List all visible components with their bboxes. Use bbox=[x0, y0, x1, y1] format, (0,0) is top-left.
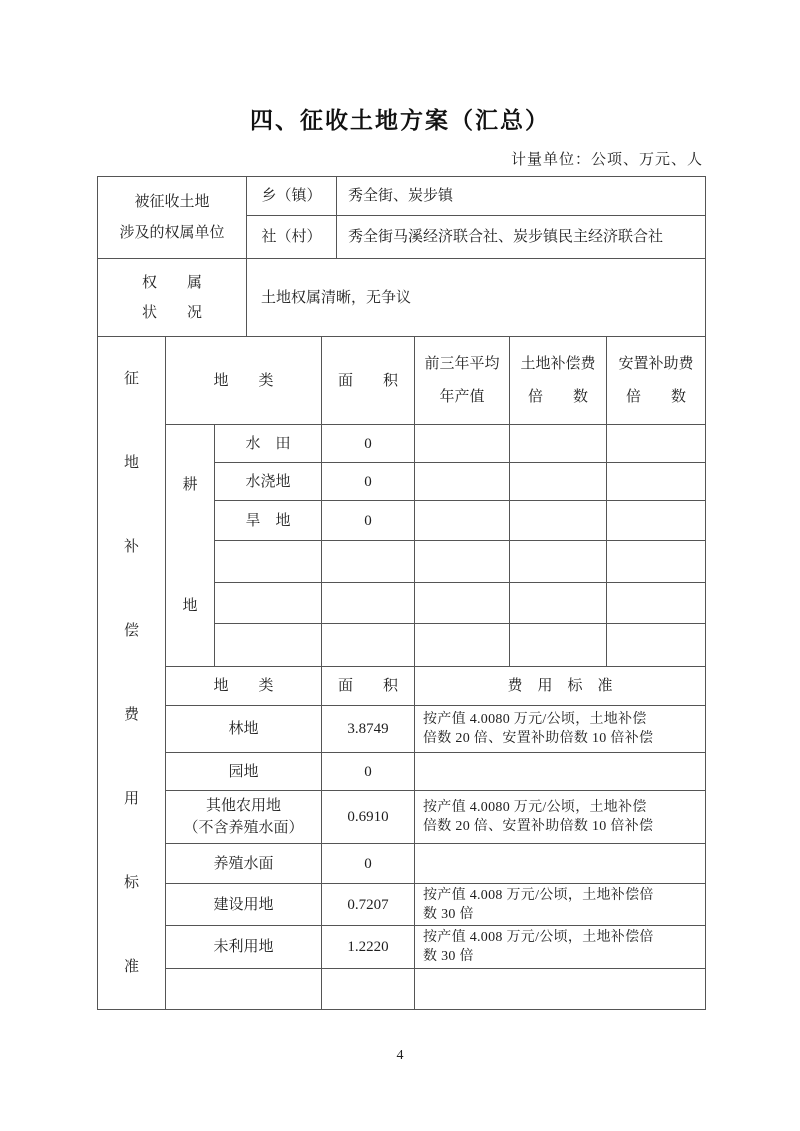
compensation-standard-table bbox=[97, 336, 706, 1010]
owner-units-label-line1: 被征收土地 bbox=[134, 194, 210, 210]
land-type-cell: 水 田 bbox=[215, 425, 322, 463]
land-type-cell bbox=[166, 791, 322, 844]
empty-cell bbox=[415, 583, 510, 624]
land-type-cell bbox=[215, 583, 322, 624]
land-type-cell bbox=[166, 884, 322, 926]
side-label-char: 偿 bbox=[123, 623, 139, 639]
empty-cell bbox=[607, 501, 705, 541]
township-value: 秀全街、炭步镇 bbox=[337, 177, 705, 216]
fee-standard-cell bbox=[415, 884, 705, 926]
cultivated-label-char: 地 bbox=[182, 597, 198, 614]
owner-units-label bbox=[98, 177, 247, 259]
area-cell bbox=[322, 969, 415, 1009]
area-cell: 1.2220 bbox=[322, 926, 415, 969]
area-cell bbox=[322, 541, 415, 583]
land-type-line1: 林地 bbox=[228, 721, 259, 737]
side-label-char: 标 bbox=[123, 875, 139, 891]
header-avg-output-line2: 年产值 bbox=[439, 389, 485, 405]
header2-land-type: 地 类 bbox=[166, 667, 322, 706]
township-label: 乡（镇） bbox=[247, 177, 337, 216]
side-label-char: 地 bbox=[123, 455, 139, 471]
empty-cell bbox=[415, 624, 510, 667]
fee-line2: 倍数 20 倍、安置补助倍数 10 倍补偿 bbox=[423, 731, 654, 746]
tenure-status-value: 土地权属清晰，无争议 bbox=[261, 290, 412, 306]
land-type-cell bbox=[166, 753, 322, 791]
header-land-comp-line1: 土地补偿费 bbox=[520, 356, 596, 372]
land-type-cell bbox=[166, 706, 322, 753]
header2-area: 面 积 bbox=[322, 667, 415, 706]
area-cell: 0 bbox=[322, 463, 415, 501]
land-type-line2: （不含养殖水面） bbox=[183, 820, 304, 836]
land-type-cell bbox=[166, 844, 322, 884]
land-type-cell bbox=[215, 624, 322, 667]
area-cell: 0.6910 bbox=[322, 791, 415, 844]
empty-cell bbox=[415, 425, 510, 463]
land-type-line1: 其他农用地 bbox=[205, 798, 281, 814]
area-cell bbox=[322, 624, 415, 667]
page-title: 四、征收土地方案（汇总） bbox=[250, 107, 550, 133]
cultivated-land-label bbox=[166, 425, 215, 667]
fee-standard-cell bbox=[415, 844, 705, 884]
land-type-line1: 养殖水面 bbox=[213, 855, 274, 872]
side-label-char: 准 bbox=[123, 959, 139, 975]
fee-standard-cell bbox=[415, 753, 705, 791]
land-type-line1: 建设用地 bbox=[213, 896, 274, 913]
village-label: 社（村） bbox=[247, 216, 337, 259]
side-label-compensation-standard bbox=[98, 337, 166, 1009]
land-type-line1: 未利用地 bbox=[213, 939, 274, 955]
empty-cell bbox=[607, 425, 705, 463]
empty-cell bbox=[607, 463, 705, 501]
fee-line2: 数 30 倍 bbox=[423, 906, 474, 922]
header-land-type: 地 类 bbox=[166, 337, 322, 425]
side-label-char: 补 bbox=[123, 539, 139, 555]
fee-standard-cell bbox=[415, 706, 705, 753]
empty-cell bbox=[415, 501, 510, 541]
area-cell: 0 bbox=[322, 753, 415, 791]
empty-cell bbox=[607, 624, 705, 667]
area-cell: 0.7207 bbox=[322, 884, 415, 926]
land-type-cell bbox=[215, 541, 322, 583]
measurement-unit-note: 计量单位：公项、万元、人 bbox=[510, 152, 703, 168]
empty-cell bbox=[510, 583, 607, 624]
header-resettle-multiple bbox=[607, 337, 705, 425]
fee-line1: 按产值 4.0080 万元/公顷，土地补偿 bbox=[423, 712, 647, 727]
header-resettle-line2: 倍 数 bbox=[625, 389, 686, 405]
area-cell: 0 bbox=[322, 425, 415, 463]
empty-cell bbox=[415, 463, 510, 501]
header2-fee-standard: 费 用 标 准 bbox=[415, 667, 705, 706]
area-cell: 0 bbox=[322, 501, 415, 541]
land-type-cell bbox=[166, 926, 322, 969]
village-value: 秀全街马溪经济联合社、炭步镇民主经济联合社 bbox=[337, 216, 705, 259]
land-type-line1: 园地 bbox=[228, 763, 259, 780]
cultivated-label-char: 耕 bbox=[182, 477, 198, 494]
tenure-status-label-line2: 状 况 bbox=[141, 305, 202, 321]
header-land-comp-line2: 倍 数 bbox=[527, 389, 588, 405]
header-avg-output-line1: 前三年平均 bbox=[424, 356, 500, 372]
tenure-status-label bbox=[98, 259, 247, 337]
area-cell: 0 bbox=[322, 844, 415, 884]
header-area: 面 积 bbox=[322, 337, 415, 425]
side-label-char: 费 bbox=[123, 707, 139, 723]
fee-line2: 数 30 倍 bbox=[423, 949, 474, 964]
side-label-char: 征 bbox=[123, 371, 139, 387]
empty-cell bbox=[510, 425, 607, 463]
header-land-comp-multiple bbox=[510, 337, 607, 425]
fee-standard-cell bbox=[415, 969, 705, 1009]
tenure-status-label-line1: 权 属 bbox=[141, 275, 202, 291]
fee-line1: 按产值 4.0080 万元/公顷，土地补偿 bbox=[423, 800, 647, 815]
fee-standard-cell bbox=[415, 791, 705, 844]
side-label-char: 用 bbox=[123, 791, 139, 807]
header-avg-output bbox=[415, 337, 510, 425]
fee-line1: 按产值 4.008 万元/公顷，土地补偿倍 bbox=[423, 887, 654, 903]
empty-cell bbox=[510, 463, 607, 501]
area-cell bbox=[322, 583, 415, 624]
empty-cell bbox=[510, 624, 607, 667]
land-type-cell bbox=[166, 969, 322, 1009]
empty-cell bbox=[607, 541, 705, 583]
page-number: 4 bbox=[396, 1048, 404, 1063]
fee-line1: 按产值 4.008 万元/公顷，土地补偿倍 bbox=[423, 930, 654, 945]
fee-line2: 倍数 20 倍、安置补助倍数 10 倍补偿 bbox=[423, 819, 654, 834]
land-type-cell: 水浇地 bbox=[215, 463, 322, 501]
land-ownership-info-table bbox=[97, 176, 706, 338]
land-type-cell: 旱 地 bbox=[215, 501, 322, 541]
empty-cell bbox=[415, 541, 510, 583]
area-cell: 3.8749 bbox=[322, 706, 415, 753]
owner-units-label-line2: 涉及的权属单位 bbox=[119, 225, 225, 241]
fee-standard-cell bbox=[415, 926, 705, 969]
empty-cell bbox=[510, 541, 607, 583]
empty-cell bbox=[607, 583, 705, 624]
header-resettle-line1: 安置补助费 bbox=[618, 356, 694, 372]
empty-cell bbox=[510, 501, 607, 541]
